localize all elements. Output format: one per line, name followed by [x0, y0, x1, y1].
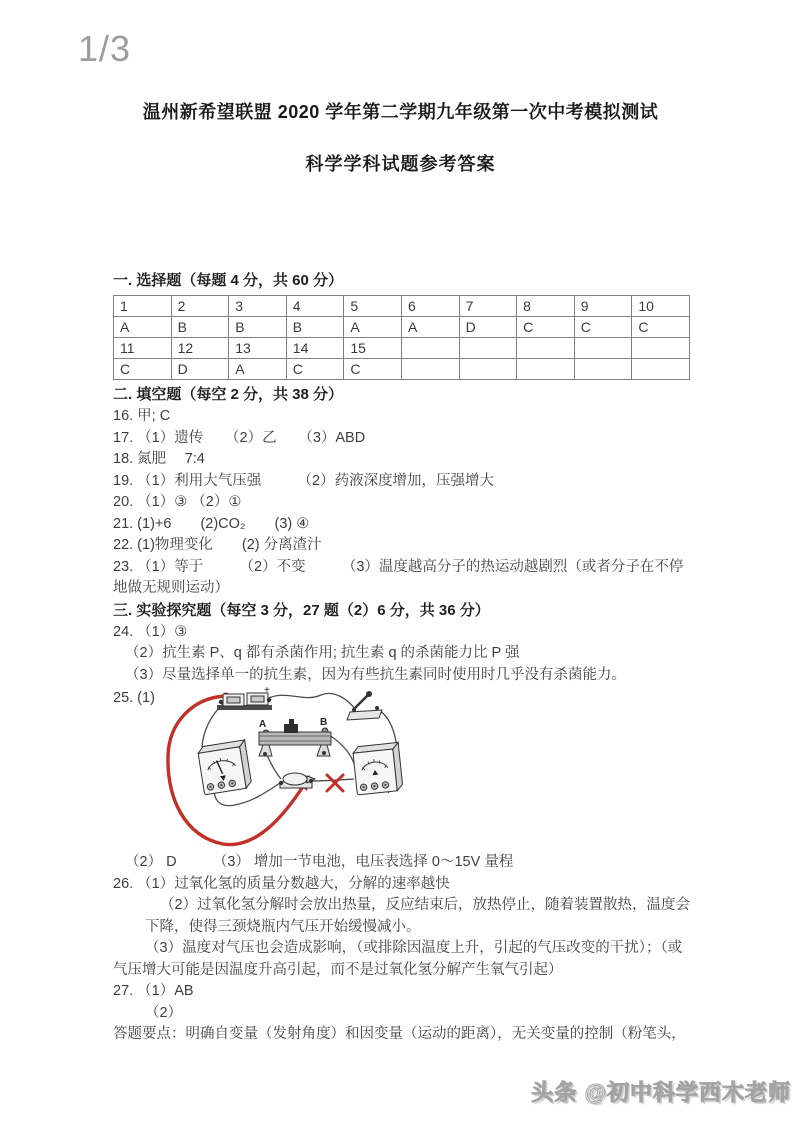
answer-cell [459, 359, 517, 380]
answer-cell [401, 359, 459, 380]
ammeter [352, 742, 403, 795]
answer-cell: B [229, 317, 287, 338]
table-row [114, 317, 690, 338]
answer-cell: C [344, 359, 402, 380]
answer-note-line: 答题要点：明确自变量（发射角度）和因变量（运动的距离），无关变量的控制（粉笔头， [113, 1026, 686, 1042]
answer-cell: 1 [114, 296, 172, 317]
doc-title: 温州新希望联盟 2020 学年第二学期九年级第一次中考模拟测试 [142, 102, 659, 122]
answer-cell: 4 [286, 296, 344, 317]
voltmeter [197, 740, 252, 795]
answer-line-20: 20. （1）③ （2）① [113, 494, 242, 510]
answer-line-26-1: 26. （1）过氧化氢的质量分数越大，分解的速率越快 [113, 875, 450, 892]
answer-line-25-2: （2） D （3） 增加一节电池，电压表选择 0～15V 量程 [125, 854, 514, 870]
answer-cell [574, 359, 632, 380]
answer-cell: A [401, 317, 459, 338]
answer-line-25-1: 25. (1) [113, 690, 155, 706]
question-25-figure-row [113, 686, 691, 852]
table-row [114, 296, 690, 317]
answer-line-27-1: 27. （1）AB [113, 983, 194, 999]
answer-cell: 11 [114, 338, 172, 359]
answer-cell: C [574, 317, 632, 338]
document-header [0, 98, 801, 176]
red-x-mark [327, 775, 343, 791]
doc-subtitle: 科学学科试题参考答案 [305, 154, 496, 174]
answer-cell: 2 [171, 296, 229, 317]
answer-line-26-2: （2）过氧化氢分解时会放出热量，反应结束后，放热停止，随着装置散热，温度会下降，使得三颈烧瓶内气压开始缓慢减小。 [145, 897, 691, 935]
page-number: 1/3 [78, 28, 132, 69]
answer-cell: B [171, 317, 229, 338]
answer-cell: D [171, 359, 229, 380]
answer-line-23: 23. （1）等于 （2）不变 （3）温度越高分子的热运动越剧烈（或者分子在不停地做无规则运动） [113, 558, 684, 596]
answer-line-22: 22. (1)物理变化 (2) 分离渣汁 [113, 537, 322, 553]
rheostat-label-b: B [320, 717, 328, 728]
table-row [114, 359, 690, 380]
answer-line-21: 21. (1)+6 (2)CO₂ (3) ④ [113, 515, 310, 532]
circuit-diagram [163, 686, 413, 852]
answer-cell [401, 338, 459, 359]
section-blank-heading: 二. 填空题（每空 2 分，共 38 分） [113, 386, 344, 403]
answer-cell [632, 338, 690, 359]
answer-cell: 9 [574, 296, 632, 317]
answer-line-17: 17. （1）遗传 （2）乙 （3）ABD [113, 429, 366, 446]
answer-cell: C [286, 359, 344, 380]
rheostat [259, 717, 331, 756]
answer-cell: B [286, 317, 344, 338]
answer-table [113, 295, 690, 380]
answer-line-18: 18. 氮肥 7:4 [113, 451, 205, 467]
answer-cell: 5 [344, 296, 402, 317]
answer-cell: 13 [229, 338, 287, 359]
answer-cell [632, 359, 690, 380]
answer-cell: A [344, 317, 402, 338]
section-experiment-heading: 三. 实验探究题（每空 3 分，27 题（2）6 分，共 36 分） [113, 601, 490, 619]
answer-line-16: 16. 甲; C [113, 408, 171, 424]
section-choice-heading: 一. 选择题（每题 4 分，共 60 分） [113, 272, 344, 289]
answer-cell: 3 [229, 296, 287, 317]
answer-cell: 14 [286, 338, 344, 359]
watermark: 头条 @初中科学西木老师 [531, 1080, 791, 1105]
answer-cell: C [632, 317, 690, 338]
answer-cell: C [517, 317, 575, 338]
answer-cell: C [114, 359, 172, 380]
answer-cell: D [459, 317, 517, 338]
answer-line-24-2: （2）抗生素 P、q 都有杀菌作用; 抗生素 q 的杀菌能力比 P 强 [125, 645, 520, 661]
answer-cell [574, 338, 632, 359]
answer-cell [459, 338, 517, 359]
answer-cell: 10 [632, 296, 690, 317]
answer-line-24-3: （3）尽量选择单一的抗生素，因为有些抗生素同时使用时几乎没有杀菌能力。 [125, 666, 627, 683]
answer-line-27-2: （2） [145, 1004, 183, 1021]
answer-cell: 7 [459, 296, 517, 317]
answer-cell [517, 359, 575, 380]
rheostat-label-a: A [259, 719, 267, 730]
battery [217, 686, 272, 710]
lamp [279, 773, 315, 788]
answers-content [113, 270, 691, 1046]
answer-cell: 12 [171, 338, 229, 359]
answer-cell [517, 338, 575, 359]
table-row [114, 338, 690, 359]
answer-cell: 6 [401, 296, 459, 317]
battery-plus-label: + [264, 686, 270, 696]
answer-cell: 8 [517, 296, 575, 317]
answer-line-26-3: （3）温度对气压也会造成影响，（或排除因温度上升，引起的气压改变的干扰）；（或气压增大可能是因温度升高引起，而不是过氧化氢分解产生氧气引起） [113, 940, 683, 978]
answer-cell: A [114, 317, 172, 338]
answer-cell: A [229, 359, 287, 380]
answer-line-19: 19. （1）利用大气压强 （2）药液深度增加，压强增大 [113, 472, 495, 489]
answer-cell: 15 [344, 338, 402, 359]
answer-line-24-1: 24. （1）③ [113, 623, 188, 640]
